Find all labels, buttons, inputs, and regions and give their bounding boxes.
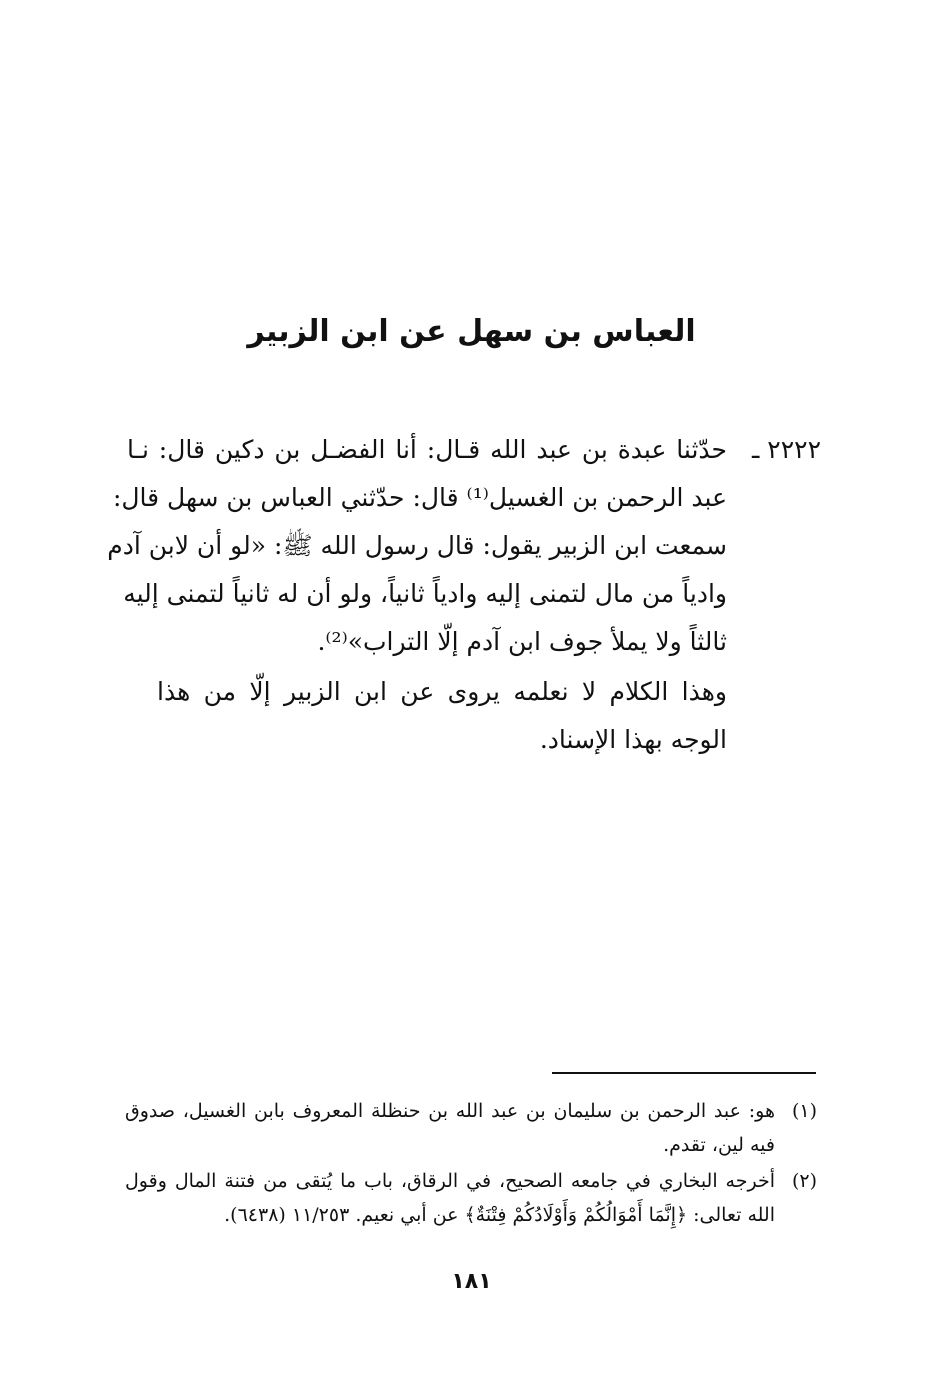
footnote-2-line-2: الله تعالى: ﴿إِنَّمَا أَمْوَالُكُمْ وَأَوْلَادُكُمْ فِتْنَةٌ﴾ عن أبي نعيم. ١١/٢٥٣ (٦٤٣٨). bbox=[224, 1204, 775, 1226]
hadith-line-3: سمعت ابن الزبير يقول: قال رسول الله ﷺ: «لو أن لابن آدم bbox=[107, 531, 727, 560]
footnote-1-line-2: فيه لين، تقدم. bbox=[663, 1134, 775, 1156]
page-number: ١٨١ bbox=[451, 1269, 492, 1294]
hadith-line-2: عبد الرحمن بن الغسيل⁽¹⁾ قال: حدّثني العباس بن سهل قال: bbox=[112, 483, 727, 512]
hadith-line-4: وادياً من مال لتمنى إليه وادياً ثانياً، ولو أن له ثانياً لتمنى إليه bbox=[123, 579, 727, 608]
section-title: العباس بن سهل عن ابن الزبير bbox=[247, 314, 696, 349]
hadith-line-1: حدّثنا عبدة بن عبد الله قـال: أنا الفضـل بن دكين قال: نـا bbox=[127, 435, 727, 464]
commentary-line-1: وهذا الكلام لا نعلمه يروى عن ابن الزبير إلّا من هذا bbox=[157, 677, 727, 706]
footnote-2-number: (٢) bbox=[791, 1170, 817, 1192]
footnote-1-number: (١) bbox=[791, 1100, 817, 1122]
footnote-separator bbox=[552, 1072, 816, 1074]
hadith-number: ٢٢٢٢ ـ bbox=[752, 435, 821, 464]
footnote-1-line-1: هو: عبد الرحمن بن سليمان بن عبد الله بن حنظلة المعروف بابن الغسيل، صدوق bbox=[125, 1100, 775, 1122]
hadith-line-5: ثالثاً ولا يملأ جوف ابن آدم إلّا التراب»⁽²⁾. bbox=[317, 627, 727, 656]
footnote-2-line-1: أخرجه البخاري في جامعه الصحيح، في الرقاق، باب ما يُتقى من فتنة المال وقول bbox=[125, 1170, 775, 1192]
commentary-line-2: الوجه بهذا الإسناد. bbox=[539, 725, 727, 754]
